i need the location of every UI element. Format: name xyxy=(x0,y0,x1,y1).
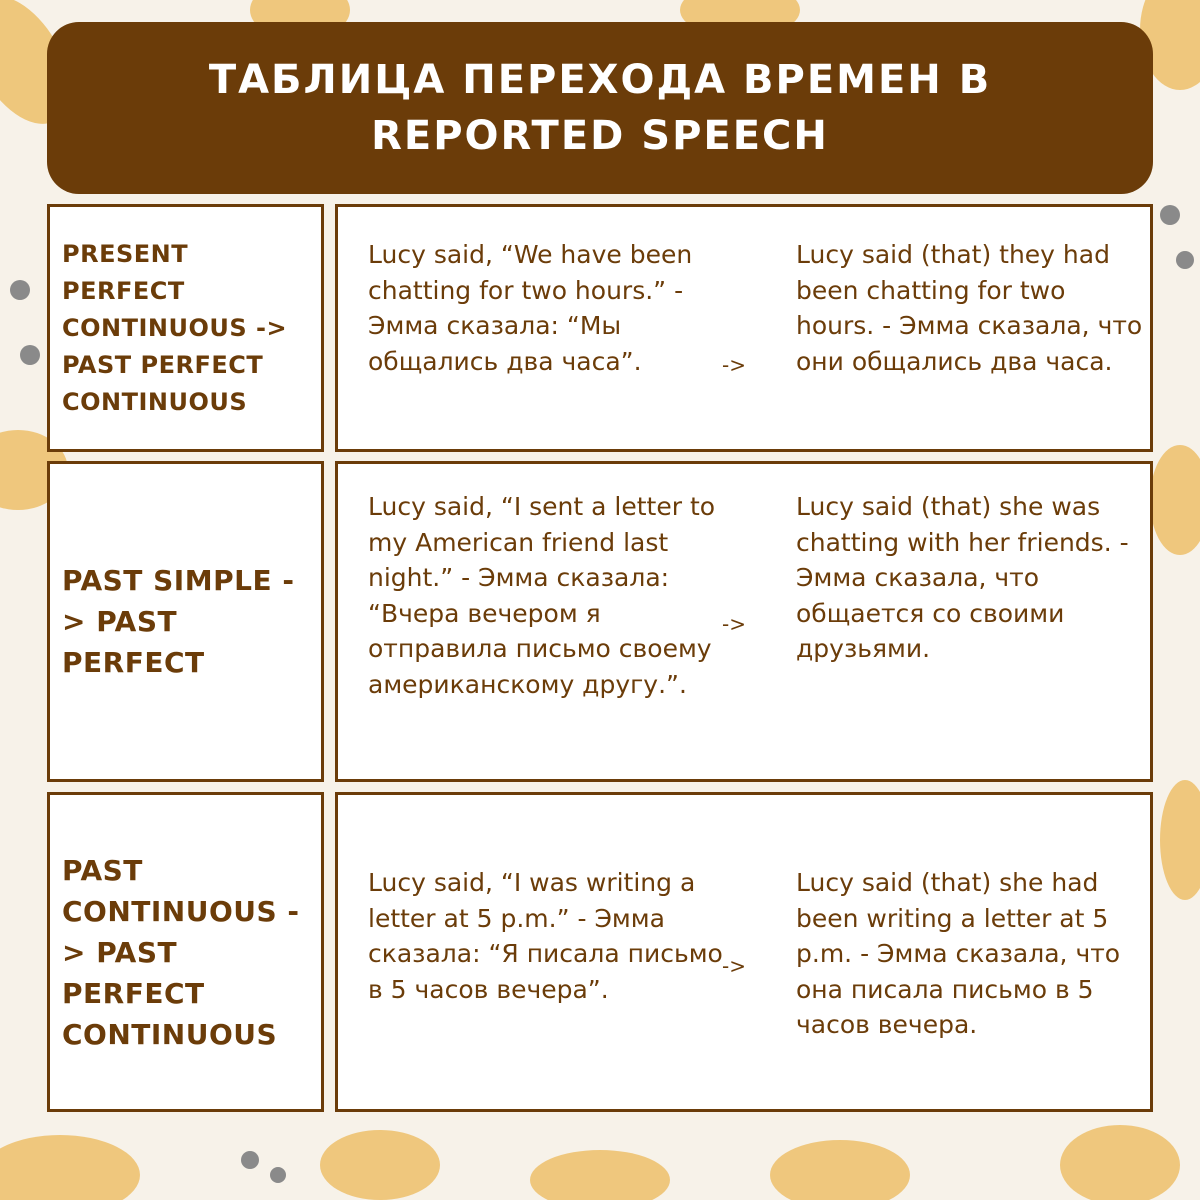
tense-label-box-2 xyxy=(47,461,324,782)
tense-label: PAST CONTINUOUS -> PAST PERFECT CONTINUOUS xyxy=(62,853,300,1051)
berry-icon xyxy=(1160,205,1180,225)
tense-label: PRESENT PERFECT CONTINUOUS -> PAST PERFECT CONTINUOUS xyxy=(62,239,288,416)
example-box-3 xyxy=(335,792,1153,1112)
reported-speech-example: Lucy said (that) she was chatting with her friends. - Эмма сказала, что общается со своими друзьями. xyxy=(796,492,1129,663)
tense-label: PAST SIMPLE -> PAST PERFECT xyxy=(62,564,295,679)
arrow-indicator: -> xyxy=(722,353,746,377)
arrow-indicator: -> xyxy=(722,612,746,636)
berry-icon xyxy=(270,1167,286,1183)
berry-icon xyxy=(10,280,30,300)
berry-icon xyxy=(241,1151,259,1169)
arrow-indicator: -> xyxy=(722,954,746,978)
leaf-icon xyxy=(1150,445,1200,555)
berry-icon xyxy=(20,345,40,365)
leaf-icon xyxy=(320,1130,440,1200)
berry-icon xyxy=(1176,251,1194,269)
example-box-1 xyxy=(335,204,1153,452)
leaf-icon xyxy=(770,1140,910,1200)
reported-speech-example: Lucy said (that) they had been chatting for two hours. - Эмма сказала, что они общались два часа. xyxy=(796,240,1143,376)
leaf-icon xyxy=(530,1150,670,1200)
example-box-2 xyxy=(335,461,1153,782)
leaf-icon xyxy=(0,1135,140,1200)
tense-label-box-1 xyxy=(47,204,324,452)
header-banner xyxy=(47,22,1153,194)
direct-speech-example: Lucy said, “I was writing a letter at 5 p.m.” - Эмма сказала: “Я писала письмо в 5 часов вечера”. xyxy=(368,868,723,1004)
leaf-icon xyxy=(1060,1125,1180,1200)
tense-label-box-3 xyxy=(47,792,324,1112)
direct-speech-example: Lucy said, “We have been chatting for two hours.” - Эмма сказала: “Мы общались два часа”. xyxy=(368,240,693,376)
leaf-icon xyxy=(1160,780,1200,900)
page-title: ТАБЛИЦА ПЕРЕХОДА ВРЕМЕН В REPORTED SPEECH xyxy=(208,57,992,159)
reported-speech-example: Lucy said (that) she had been writing a letter at 5 p.m. - Эмма сказала, что она писала письмо в 5 часов вечера. xyxy=(796,868,1121,1039)
direct-speech-example: Lucy said, “I sent a letter to my American friend last night.” - Эмма сказала: “Вчера вечером я отправила письмо своему американскому другу.”. xyxy=(368,492,716,699)
